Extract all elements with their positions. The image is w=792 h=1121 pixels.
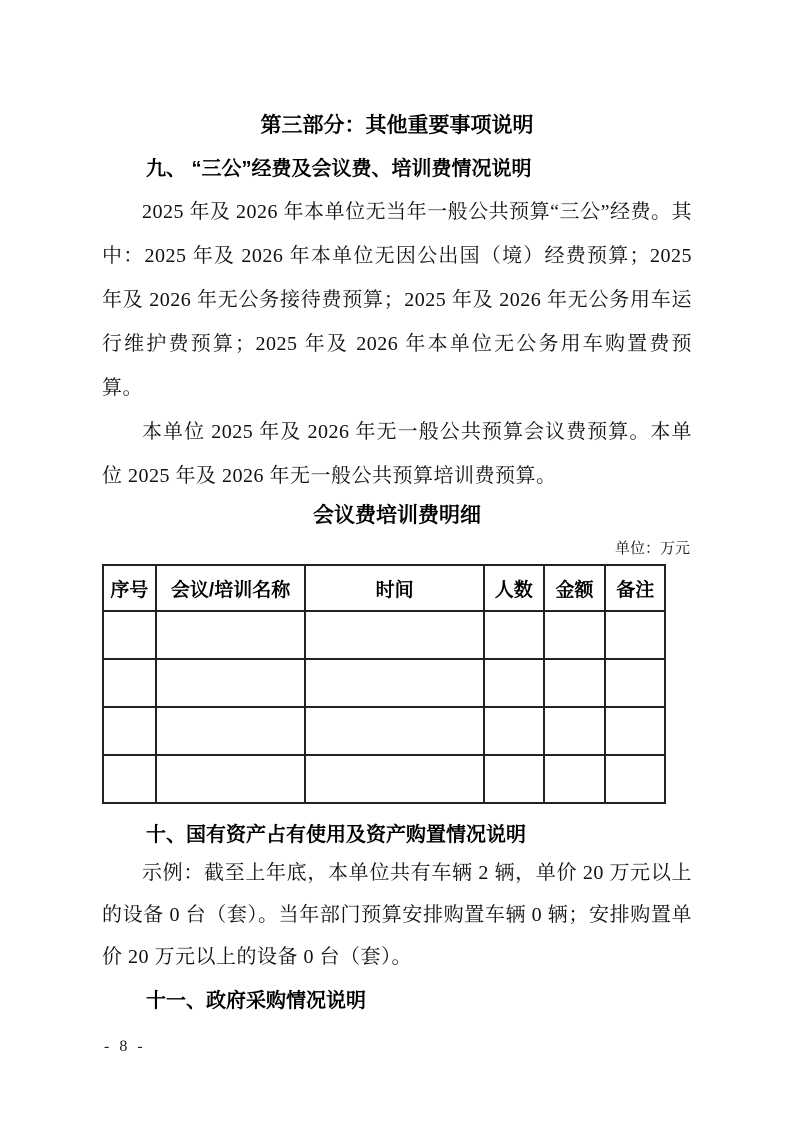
section-heading-10: 十、国有资产占有使用及资产购置情况说明 <box>146 824 526 846</box>
table-row <box>103 755 665 803</box>
section-heading-9: 九、 “三公”经费及会议费、培训费情况说明 <box>146 158 532 180</box>
table-cell <box>305 755 484 803</box>
page-title: 第三部分：其他重要事项说明 <box>260 114 534 137</box>
table-cell <box>484 659 544 707</box>
table-header-row <box>103 565 665 611</box>
table-cell <box>103 755 156 803</box>
table-cell <box>103 611 156 659</box>
table-title: 会议费培训费明细 <box>313 504 481 527</box>
table-cell <box>484 755 544 803</box>
paragraph-sangong: 2025 年及 2026 年本单位无当年一般公共预算“三公”经费。其中：2025 年及 2026 年本单位无因公出国（境）经费预算；2025 年及 2026 年无公务接待费预算；2025 年及 2026 年无公务用车运行维护费预算；2025 年及 2026 年本单位无公务用车购置费预算。 <box>102 201 692 399</box>
table-row <box>103 659 665 707</box>
document-content <box>102 112 692 1016</box>
col-header-people: 人数 <box>484 565 544 611</box>
meeting-training-table <box>102 564 666 804</box>
table-cell <box>103 707 156 755</box>
table-cell <box>605 707 665 755</box>
section-heading-11: 十一、政府采购情况说明 <box>146 990 366 1012</box>
table-row <box>103 611 665 659</box>
table-cell <box>156 755 306 803</box>
table-cell <box>544 659 606 707</box>
page-number: - 8 - <box>104 1038 146 1055</box>
col-header-time: 时间 <box>305 565 484 611</box>
table-body <box>103 611 665 803</box>
paragraph-assets: 示例：截至上年底，本单位共有车辆 2 辆，单价 20 万元以上的设备 0 台（套）。当年部门预算安排购置车辆 0 辆；安排购置单价 20 万元以上的设备 0 台（套）。 <box>102 862 692 968</box>
table-cell <box>605 659 665 707</box>
table-row <box>103 707 665 755</box>
col-header-remark: 备注 <box>605 565 665 611</box>
table-cell <box>156 611 306 659</box>
table-cell <box>305 707 484 755</box>
col-header-amount: 金额 <box>544 565 606 611</box>
unit-label: 单位：万元 <box>614 541 690 557</box>
table-cell <box>103 659 156 707</box>
table-cell <box>484 611 544 659</box>
table-cell <box>544 707 606 755</box>
table-cell <box>605 755 665 803</box>
paragraph-meeting-training: 本单位 2025 年及 2026 年无一般公共预算会议费预算。本单位 2025 年及 2026 年无一般公共预算培训费预算。 <box>102 421 692 487</box>
table-cell <box>484 707 544 755</box>
table-cell <box>544 755 606 803</box>
table-cell <box>156 707 306 755</box>
col-header-name: 会议/培训名称 <box>156 565 306 611</box>
table-cell <box>605 611 665 659</box>
table-cell <box>156 659 306 707</box>
table-cell <box>305 659 484 707</box>
table-cell <box>305 611 484 659</box>
col-header-index: 序号 <box>103 565 156 611</box>
table-cell <box>544 611 606 659</box>
